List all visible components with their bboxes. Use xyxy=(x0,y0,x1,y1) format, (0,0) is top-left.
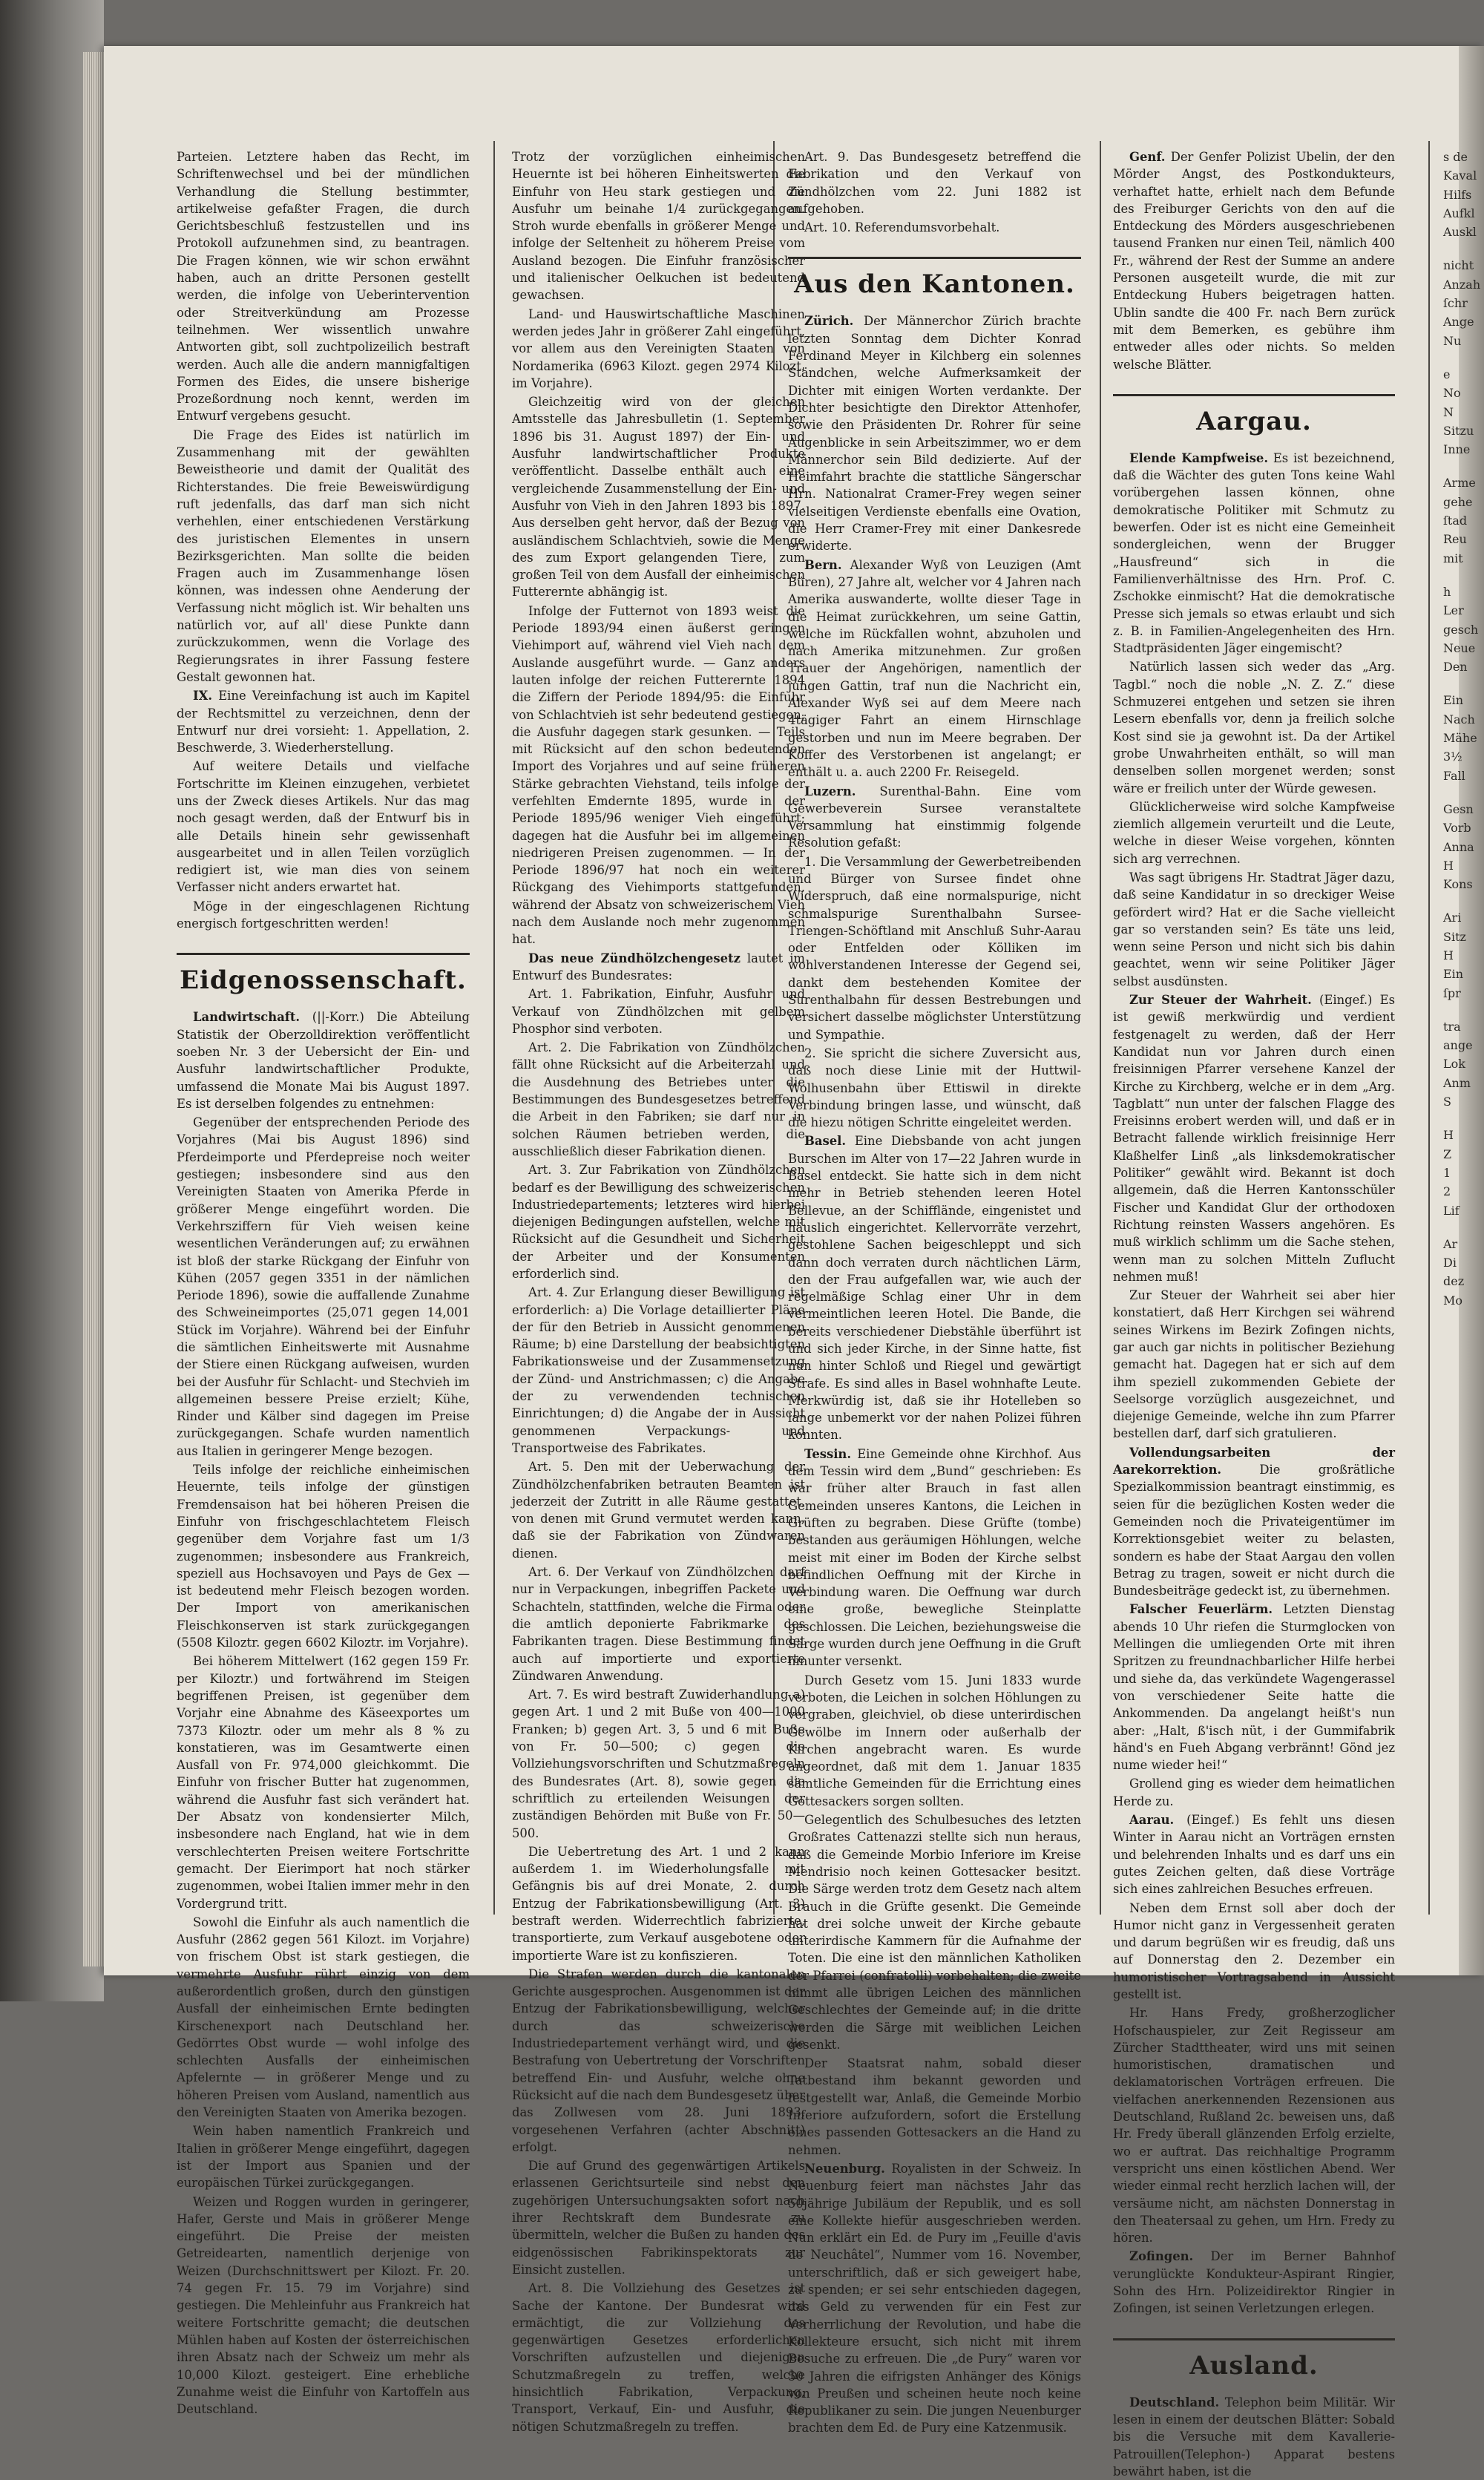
cutoff-text-fragment: ſtad xyxy=(1443,514,1468,528)
column-5-cutoff xyxy=(1443,148,1480,1929)
article-paragraph xyxy=(512,950,805,985)
article-paragraph: Grollend ging es wieder dem heimatlichen Herde zu. xyxy=(1113,1777,1395,1808)
cutoff-text-fragment: ſpr xyxy=(1443,985,1461,1000)
article-paragraph xyxy=(788,1446,1081,1670)
cutoff-text-fragment: Sitzu xyxy=(1443,423,1474,438)
cutoff-text-fragment: 3½ xyxy=(1443,749,1462,764)
article-paragraph: Natürlich lassen sich weder das „Arg. Tagbl.“ noch die noble „N. Z. Z.“ diese Schmuzerei entgehen und setzen sie ihren Lesern ebenfalls vor, denn ja freilich solche Kost sind sie ja gewohnt ist. Da der Artikel grobe Unwahrheiten enthält, so will man denselben sollen morgenet werden; sonst wäre er freilich unter der Würde gewesen. xyxy=(1113,660,1395,795)
article-paragraph: Teils infolge der reichliche einheimischen Heuernte, teils infolge der günstigen Fremdensaison hat bei höheren Preisen die Einfuhr von frischgeschlachtetem Fleisch gegenüber dem Vorjahre fast um 1/3 zugenommen; insbesondere aus Frankreich, speziell aus Hochsavoyen und Pays de Gex — ist bedeutend mehr Fleisch bezogen worden. Der Import von amerikanischen Fleischkonserven ist stark zurückgegangen (5508 Kiloztr. gegen 6602 Kiloztr. im Vorjahre). xyxy=(177,1463,470,1650)
cutoff-text-fragment: Kaval xyxy=(1443,168,1477,183)
article-paragraph: Möge in der eingeschlagenen Richtung energisch fortgeschritten werden! xyxy=(177,899,470,931)
paragraph-lead: Zur Steuer der Wahrheit. xyxy=(1129,993,1312,1008)
column-rule xyxy=(1100,141,1101,1915)
article-paragraph: Hr. Hans Fredy, großherzoglicher Hofschauspieler, zur Zeit Regisseur am Zürcher Stadttheater, wird uns mit seinen humoristischen, dramatischen und deklamatorischen Vorträgen erfreuen. Die vielfachen anerkennenden Rezensionen aus Deutschland, Rußland 2c. beweisen uns, daß Hr. Fredy überall glänzenden Erfolg erzielte, wo er auftrat. Das reichhaltige Programm verspricht uns einen köstlichen Abend. Wer wieder einmal recht herzlich lachen will, der versäume nicht, am nächsten Donnerstag in den Theatersaal zu gehen, um Hrn. Fredy zu hören. xyxy=(1113,2006,1395,2246)
section-heading: Ausland. xyxy=(1113,2338,1395,2381)
column-1 xyxy=(177,148,470,2417)
paragraph-lead: Vollendungsarbeiten der Aarekorrektion. xyxy=(1113,1445,1395,1477)
paragraph-text: Eine Vereinfachung ist auch im Kapitel der Rechtsmittel zu verzeichnen, denn der Entwurf nur drei vorsieht: 1. Appellation, 2. Beschwerde, 3. Wiederherstellung. xyxy=(177,689,470,755)
cutoff-text-fragment: H xyxy=(1443,948,1454,962)
article-paragraph: Die Frage des Eides ist natürlich im Zusammenhang mit der gewählten Beweistheorie und damit der Qualität des Richterstandes. Die freie Beweiswürdigung ruft jedenfalls, das darf man sich nicht verhehlen, einer entschiedenen Verstärkung des juristischen Elementes in unsern Bezirksgerichten. Man sollte die beiden Fragen auch im Zusammenhange lösen können, was indessen ohne Aenderung der Verfassung nicht möglich ist. Wir behalten uns natürlich vor, auf all' diese Punkte dann zurückzukommen, wenn die Vorlage des Regierungsrates in ihrer Fassung festere Gestalt gewonnen hat. xyxy=(177,427,470,684)
article-paragraph xyxy=(177,687,470,756)
cutoff-text-fragment: Mo xyxy=(1443,1293,1463,1308)
article-paragraph: Art. 1. Fabrikation, Einfuhr, Ausfuhr und Verkauf von Zündhölzchen mit gelbem Phosphor sind verboten. xyxy=(512,987,805,1036)
cutoff-text-fragment: Di xyxy=(1443,1256,1457,1270)
article-paragraph: Wein haben namentlich Frankreich und Italien in größerer Menge eingeführt, dagegen ist der Import aus Spanien und der europäischen Türkei zurückgegangen. xyxy=(177,2124,470,2191)
article-paragraph: Auf weitere Details und vielfache Fortschritte im Kleinen einzugehen, verbietet uns der Zweck dieses Artikels. Nur das mag noch gesagt werden, daß der Entwurf bis in alle Details hinein sehr gewissenhaft ausgearbeitet und in allen Teilen vorzüglich redigiert ist, wie man dies von seinem Verfasser nicht anders erwartet hat. xyxy=(177,759,470,895)
paragraph-lead: Zofingen. xyxy=(1129,2249,1194,2264)
article-paragraph xyxy=(788,1132,1081,1443)
cutoff-text-fragment: Kons xyxy=(1443,877,1473,892)
column-rule xyxy=(493,141,495,1915)
paragraph-text: lautet im Entwurf des Bundesrates: xyxy=(512,951,805,983)
article-paragraph xyxy=(177,1008,470,1112)
article-paragraph: Art. 3. Zur Fabrikation von Zündhölzchen bedarf es der Bewilligung des schweizerischen Industriedepartements; letzteres wird hierbei diejenigen Bedingungen aufstellen, welche mit Rücksicht auf die Gesundheit und Sicherheit der Arbeiter und der Konsumenten erforderlich sind. xyxy=(512,1163,805,1281)
article-paragraph: Gleichzeitig wird von der gleichen Amtsstelle das Jahresbulletin (1. September 1896 bis 31. August 1897) der Ein- und Ausfuhr landwirtschaftlicher Produkte veröffentlicht. Dasselbe enthält auch eine vergleichende Zusammenstellung der Ein- und Ausfuhr von Vieh in den Jahren 1893 bis 1897. Aus derselben geht hervor, daß der Bezug von ausländischem Schlachtvieh, sowie die Menge des zum Export gelangenden Tiere, zum großen Teil von dem Ausfall der einheimischen Futterernte abhängig ist. xyxy=(512,395,805,600)
article-paragraph: Art. 10. Referendumsvorbehalt. xyxy=(804,220,1000,235)
article-paragraph: Glücklicherweise wird solche Kampfweise ziemlich allgemein verurteilt und die Leute, welche in dieser Weise vorgehen, könnten sich arg verrechnen. xyxy=(1113,799,1395,866)
cutoff-text-fragment: Ar xyxy=(1443,1236,1458,1251)
article-paragraph xyxy=(1113,1444,1395,1600)
cutoff-text-fragment: Aufkl xyxy=(1443,206,1475,220)
section-heading: Aargau. xyxy=(1113,394,1395,436)
article-paragraph: Infolge der Futternot von 1893 weist die Periode 1893/94 einen äußerst geringen Viehimport auf, während viel Vieh nach dem Auslande ausgeführt wurde. — Ganz anders lauten infolge der reichen Futterernte 1894 die Ziffern der Periode 1894/95: die Einfuhr von Schlachtvieh ist sehr bedeutend gestiegen, die Ausfuhr dagegen stark gesunken. — Teils mit Rücksicht auf den schon bedeutenden Import des Vorjahres und auf seine früheren Stärke gebrachten Viehstand, teils infolge der verfehlten Emdernte 1895, wurde in der Periode 1895/96 weniger Vieh eingeführt; dagegen hat die Ausfuhr bei im allgemeinen niedrigeren Preisen zugenommen. — In der Periode 1896/97 hat noch ein weiterer Rückgang des Viehimports stattgefunden, während der Absatz von schweizerischem Vieh nach dem Auslande noch mehr zugenommen hat. xyxy=(512,603,805,947)
cutoff-text-fragment: dez xyxy=(1443,1274,1465,1289)
cutoff-text-fragment: nicht xyxy=(1443,258,1474,273)
cutoff-text-fragment: h xyxy=(1443,584,1451,599)
paragraph-lead: IX. xyxy=(193,689,213,703)
cutoff-text-fragment: Nu xyxy=(1443,333,1462,348)
article-paragraph: 2. Sie spricht die sichere Zuversicht aus, daß noch diese Linie mit der Huttwil-Wolhusenbahn über Ettiswil in direkte Verbindung bringen lasse, und wünscht, daß die hiezu nötigen Schritte eingeleitet werden. xyxy=(788,1046,1081,1130)
paragraph-lead: Falscher Feuerlärm. xyxy=(1129,1602,1273,1617)
paragraph-lead: Neuenburg. xyxy=(804,2161,885,2176)
paragraph-text: Alexander Wyß von Leuzigen (Amt Büren), 27 Jahre alt, welcher vor 4 Jahren nach Amerika auswanderte, wollte dieser Tage in die Heimat zurückkehren, um seine Gattin, welche im Rückfallen wohnt, abzuholen und nach Amerika mitzunehmen. Zur großen Trauer der Angehörigen, namentlich der jungen Gattin, traf nun die Nachricht ein, Alexander Wyß sei auf dem Meere nach 4tägiger Fahrt an einem Hirnschlage gestorben und nun im Meere begraben. Der Koffer des Verstorbenen ist angelangt; er enthält u. a. auch 2200 Fr. Reisegeld. xyxy=(788,557,1081,780)
cutoff-text-fragment: Fall xyxy=(1443,768,1465,783)
cutoff-text-fragment: Vorb xyxy=(1443,821,1471,836)
article-paragraph xyxy=(1113,2394,1395,2480)
article-paragraph: Der Staatsrat nahm, sobald dieser Tatbestand ihm bekannt geworden und festgestellt war, Anlaß, die Gemeinde Morbio Inferiore aufzufordern, sofort die Erstellung eines passenden Gottesackers an die Hand zu nehmen. xyxy=(788,2056,1081,2157)
article-paragraph xyxy=(788,783,1081,852)
article-paragraph: Durch Gesetz vom 15. Juni 1833 wurde verboten, die Leichen in solchen Höhlungen zu vergraben, gleichviel, ob diese unterirdischen Gewölbe im Innern oder außerhalb der Kirchen angebracht waren. Es wurde angeordnet, daß mit dem 1. Januar 1835 sämtliche Gemeinden für die Errichtung eines Gottesackers sorgen sollten. xyxy=(788,1673,1081,1808)
article-paragraph: Was sagt übrigens Hr. Stadtrat Jäger dazu, daß seine Kandidatur in so dreckiger Weise gefördert wird? Hat er die Sache vielleicht gar so verstanden sein? Es täte uns leid, wenn seine Person und nicht sich bis dahin geachtet, wenn wir seine Politiker Jäger selbst ausdünsten. xyxy=(1113,870,1395,988)
cutoff-text-fragment: ange xyxy=(1443,1038,1473,1053)
article-paragraph: Art. 8. Die Vollziehung des Gesetzes ist Sache der Kantone. Der Bundesrat wird ermächtigt, die zur Vollziehung des gegenwärtigen Gesetzes erforderlichen Vorschriften aufzustellen und diejenigen Schutzmaßregeln zu treffen, welche hinsichtlich Fabrikation, Verpackung, Transport, Verkauf, Ein- und Ausfuhr, die nötigen Schutzmaßregeln zu treffen. xyxy=(512,2281,805,2434)
section-heading: Aus den Kantonen. xyxy=(788,257,1081,299)
cutoff-text-fragment: 2 xyxy=(1443,1184,1451,1199)
article-paragraph: Sowohl die Einfuhr als auch namentlich die Ausfuhr (2862 gegen 561 Kilozt. im Vorjahre) von frischem Obst ist stark gestiegen, die vermehrte Ausfuhr rührt einzig von dem außerordentlich großen, durch den günstigen Ausfall der einheimischen Ernte bedingten Kirschenexport nach Deutschland her. Gedörrtes Obst wurde — wohl infolge des schlechten Ausfalls der einheimischen Apfelernte — in größerer Menge und zu höheren Preisen vom Ausland, namentlich aus den Vereinigten Staaten von Amerika bezogen. xyxy=(177,1915,470,2120)
cutoff-text-fragment: Lif xyxy=(1443,1203,1460,1218)
paragraph-lead: Genf. xyxy=(1129,150,1166,164)
article-paragraph: Neben dem Ernst soll aber doch der Humor nicht ganz in Vergessenheit geraten und darum begrüßen wir es freudig, daß uns auf Donnerstag den 2. Dezember ein humoristischer Vortragsabend in Aussicht gestellt ist. xyxy=(1113,1900,1395,2001)
article-paragraph: Zur Steuer der Wahrheit sei aber hier konstatiert, daß Herr Kirchgen sei während seines Wirkens im Bezirk Zofingen nichts, gar auch gar nichts in politischer Beziehung gemacht hat. Dagegen hat er sich auf dem ihm speziell zukommenden Gebiete der Seelsorge vorzüglich ausgezeichnet, und diejenige Gemeinde, welche ihn zum Pfarrer bestellen darf, darf sich gratulieren. xyxy=(1113,1288,1395,1441)
page-edges xyxy=(83,52,105,1966)
paragraph-text: Royalisten in der Schweiz. In Neuenburg feiert man nächstes Jahr das 50jährige Jubiläum der Republik, und es soll eine Kollekte hiefür ausgeschrieben werden. Nun erklärt ein Ed. de Pury im „Feuille d'avis de Neuchâtel“, Nummer vom 16. November, unterschriftlich, daß er sich geweigert habe, zu spenden; er sei sehr entschieden dagegen, das Geld zu verwenden für ein Fest zur Verherrlichung der Revolution, und habe die Kollekteure ersucht, sich nicht mit ihrem Besuche zu erfreuen. Die „de Pury“ waren vor 50 Jahren die eifrigsten Anhänger des Königs von Preußen und scheinen heute noch keine Republikaner zu sein. Die jungen Neuenburger brachten dem Ed. de Pury eine Katzenmusik. xyxy=(788,2161,1081,2435)
article-paragraph: 1. Die Versammlung der Gewerbetreibenden und Bürger von Sursee findet ohne Widerspruch, daß eine normalspurige, nicht schmalspurige Surenthalbahn Sursee-Triengen-Schöftland mit Anschluß Suhr-Aarau oder Entfelden oder Kölliken im wohlverstandenen Interesse der Gegend sei, dankt dem bestehenden Komitee der Surenthalbahn für dessen Bestrebungen und versichert dasselbe möglichster Unterstützung und Sympathie. xyxy=(788,854,1081,1042)
article-paragraph xyxy=(1113,450,1395,657)
cutoff-text-fragment: Inne xyxy=(1443,442,1471,457)
paragraph-text: Eine Gemeinde ohne Kirchhof. Aus dem Tessin wird dem „Bund“ geschrieben: Es war früher alter Brauch in fast allen Gemeinden unseres Kantons, die Leichen in Grüften zu begraben. Diese Grüfte (tombe) bestanden aus geräumigen Höhlungen, welche meist mit einer im Boden der Kirche selbst befindlichen Oeffnung mit der Kirche in Verbindung waren. Die Oeffnung war durch eine große, bewegliche Steinplatte geschlossen. Die Leichen, beziehungsweise die Särge wurden durch jene Oeffnung in die Gruft hinunter versenkt. xyxy=(788,1446,1081,1669)
article-paragraph: Die auf Grund des gegenwärtigen Artikels erlassenen Gerichtsurteile sind nebst den zugehörigen Untersuchungsakten sofort nach ihrer Rechtskraft dem Bundesrate zu übermitteln, welcher die Bußen zu handen des eidgenössischen Fabrikinspektorats zur Einsicht zustellen. xyxy=(512,2159,805,2277)
cutoff-text-fragment: Lok xyxy=(1443,1057,1465,1072)
article-paragraph xyxy=(1113,991,1395,1285)
paragraph-lead: Landwirtschaft. xyxy=(193,1010,301,1025)
article-paragraph: Gegenüber der entsprechenden Periode des Vorjahres (Mai bis August 1896) sind Pferdeimporte und Pferdepreise noch weiter gestiegen; insbesondere sind aus den Vereinigten Staaten von Amerika Pferde in größerer Menge eingeführt worden. Die Verkehrsziffern für Vieh weisen keine wesentlichen Veränderungen auf; zu erwähnen ist bloß der starke Rückgang der Einfuhr von Kühen (2057 gegen 3351 in der nämlichen Periode 1896), sowie die auffallende Zunahme des Schweineimportes (25,071 gegen 14,001 Stück im Vorjahre). Während bei der Einfuhr die sämtlichen Einheitswerte mit Ausnahme der Stiere einen Rückgang aufweisen, wurden bei der Ausfuhr für Schlacht- und Stechvieh im allgemeinen bessere Preise erzielt; Kühe, Rinder und Kälber sind dagegen im Preise zurückgegangen. Schafe wurden namentlich aus Italien in geringerer Menge bezogen. xyxy=(177,1115,470,1458)
article-paragraph: Art. 5. Den mit der Ueberwachung der Zündhölzchenfabriken betrauten Beamten ist jederzeit der Zutritt in alle Räume gestattet, von denen mit Grund vermutet werden kann, daß sie der Fabrikation von Zündwaren dienen. xyxy=(512,1460,805,1561)
cutoff-text-fragment: Anna xyxy=(1443,839,1474,854)
article-paragraph: Art. 4. Zur Erlangung dieser Bewilligung ist erforderlich: a) Die Vorlage detaillierter Pläne der für den Betrieb in Aussicht genommenen Räume; b) eine Darstellung der beabsichtigten Fabrikationsweise und der Zusammensetzung der Zünd- und Anstrichmassen; c) die Angabe der zu verwendenden technischen Einrichtungen; d) die Angabe der in Aussicht genommenen Verpackungs- und Transportweise des Fabrikates. xyxy=(512,1285,805,1455)
paragraph-text: Der im Berner Bahnhof verunglückte Kondukteur-Aspirant Ringier, Sohn des Hrn. Polizeidirektor Ringier in Zofingen, ist seinen Verletzungen erlegen. xyxy=(1113,2249,1395,2316)
column-2 xyxy=(512,148,805,2434)
article-paragraph: Gelegentlich des Schulbesuches des letzten Großrates Cattenazzi stellte sich nun heraus, daß die Gemeinde Morbio Inferiore im Kreise Mendrisio noch keinen Gottesacker besitzt. Die Särge werden trotz dem Gesetz nach altem Brauch in die Grüfte gesenkt. Die Gemeinde hat drei solche unweit der Kirche gebaute unterirdische Kammern für die Aufnahme der Toten. Die eine ist den männlichen Katholiken der Pfarrei (confratolli) vorbehalten; die zweite nimmt alle übrigen Leichen des männlichen Geschlechtes der Gemeinde auf; in die dritte werden die Särge mit weiblichen Leichen gesenkt. xyxy=(788,1813,1081,2052)
paragraph-text: Letzten Dienstag abends 10 Uhr riefen die Sturmglocken von Mellingen die umliegenden Orte mit ihren Spritzen zu freundnachbarlicher Hilfe herbei und siehe da, das verkündete Wagengerassel von verschiedener Seite hatte die Ankommenden. Da angelangt heißt's nun aber: „Halt, ß'isch nüt, i der Gummifabrik händ's en Fueh Abgang verbrännt! Gönd jez nume wieder hei!“ xyxy=(1113,1602,1396,1773)
cutoff-text-fragment: mit xyxy=(1443,551,1463,565)
paragraph-lead: Bern. xyxy=(804,557,842,572)
cutoff-text-fragment: Reu xyxy=(1443,532,1467,547)
cutoff-text-fragment: H xyxy=(1443,858,1454,873)
cutoff-text-fragment: Anzah xyxy=(1443,277,1481,292)
cutoff-text-fragment: Gesn xyxy=(1443,801,1474,816)
cutoff-text-fragment: Ari xyxy=(1443,911,1462,925)
article-paragraph xyxy=(1113,1601,1395,1774)
cutoff-text-fragment: Neue xyxy=(1443,640,1476,655)
paragraph-lead: Zürich. xyxy=(804,314,854,329)
article-paragraph xyxy=(788,2160,1081,2437)
article-paragraph xyxy=(788,312,1081,554)
paragraph-text: Telephon beim Militär. Wir lesen in einem der deutschen Blätter: Sobald bis die Versuche mit dem Kavallerie-Patrouillen(Telephon-) Apparat bestens bewährt haben, ist die xyxy=(1113,2395,1395,2479)
paragraph-lead: Elende Kampfweise. xyxy=(1129,450,1269,465)
article-paragraph: Trotz der vorzüglichen einheimischen Heuernte ist bei höheren Einheitswerten die Einfuhr von Heu stark gestiegen und die Ausfuhr um beinahe 1/4 zurückgegangen. Stroh wurde ebenfalls in größerer Menge und infolge der Seltenheit zu höherem Preise vom Ausland bezogen. Die Einfuhr französischer und italienischer Oelkuchen ist bedeutend gewachsen. xyxy=(512,150,805,303)
cutoff-text-fragment: Arme xyxy=(1443,476,1476,491)
cutoff-text-fragment: 1 xyxy=(1443,1165,1451,1180)
cutoff-text-fragment: No xyxy=(1443,386,1461,401)
cutoff-text-fragment: Auskl xyxy=(1443,225,1477,240)
column-3 xyxy=(788,148,1081,2435)
paragraph-lead: Deutschland. xyxy=(1129,2395,1220,2410)
paragraph-lead: Tessin. xyxy=(804,1446,852,1461)
article-paragraph xyxy=(1113,2248,1395,2317)
cutoff-text-fragment: Ein xyxy=(1443,693,1464,708)
cutoff-text-fragment: H xyxy=(1443,1128,1454,1143)
cutoff-text-fragment: s de xyxy=(1443,150,1468,164)
cutoff-text-fragment: N xyxy=(1443,404,1454,419)
article-paragraph xyxy=(1113,1811,1395,1897)
paragraph-text: (Eingef.) Es fehlt uns diesen Winter in Aarau nicht an Vorträgen ernsten und belehrenden Inhalts und es darf uns ein gutes Zeichen gelten, daß diese Vorträge sich eines zahlreichen Besuches erfreuen. xyxy=(1113,1813,1395,1897)
cutoff-text-fragment: Z xyxy=(1443,1146,1452,1161)
cutoff-text-fragment: Ange xyxy=(1443,315,1474,329)
article-paragraph xyxy=(788,557,1081,781)
cutoff-text-fragment: Mähe xyxy=(1443,731,1477,746)
paragraph-text: (Eingef.) Es ist gewiß merkwürdig und verdient festgenagelt zu werden, daß der Herr Kandidat nun vor Jahren durch einen freisinnigen Pfarrer versehene Kanzel der Kirche zu Kirchberg, welche er in dem „Arg. Tagblatt“ nun unter der falschen Flagge des Freisinns erobert werden will, und daß er in Betracht fallende wirklich freisinnige Herr Klaßhelfer Linß „als linksdemokratischer Politiker“ gewählt wird. Bekannt ist doch allgemein, daß die Herren Kantonsschüler Fischer und Kandidat Glur der orthodoxen Richtung reinsten Wassers angehören. Es muß wirklich schlimm um die Sache stehen, wenn man zu solchen Mitteln Zuflucht nehmen muß! xyxy=(1113,993,1395,1284)
column-rule xyxy=(1428,141,1430,1915)
article-paragraph: Land- und Hauswirtschaftliche Maschinen werden jedes Jahr in größerer Zahl eingeführt, vor allem aus den Vereinigten Staaten von Nordamerika (6963 Kilozt. gegen 2974 Kilozt. im Vorjahre). xyxy=(512,306,805,390)
paragraph-lead: Das neue Zündhölzchengesetz xyxy=(528,951,741,965)
cutoff-text-fragment: tra xyxy=(1443,1019,1461,1034)
cutoff-text-fragment: Den xyxy=(1443,660,1468,675)
paragraph-text: Eine Diebsbande von acht jungen Burschen im Alter von 17—22 Jahren wurde in Basel entdeckt. Sie hatte sich in dem nicht mehr in Betrieb stehenden leeren Hotel Bellevue, an der Schifflände, eingenistet und häuslich eingerichtet. Kellervorräte verzehrt, gestohlene Sachen beigeschleppt und sich dann doch verraten durch nächtlichen Lärm, den der Frau aufgefallen war, wie auch der regelmäßige Schlag einer Uhr in dem vermeintlichen leeren Hotel. Die Bande, die bereits verschiedener Diebstähle überführt ist und sich jeder Kirche, in der Sinne hatte, fist nun hinter Schloß und Riegel und gewärtigt Strafe. Es sind alles in Basel wohnhafte Leute. Merkwürdig ist, daß sie ihr Hotelleben so lange unbemerkt vor der nahen Polizei führen konnten. xyxy=(788,1134,1081,1443)
paragraph-text: Es ist bezeichnend, daß die Wächter des guten Tons keine Wahl vorübergehen lassen können, ohne demokratische Politiker mit Schmutz zu bewerfen. Oder ist es nicht eine Gemeinheit sondergleichen, wenn der Brugger „Hausfreund“ sich in die Familienverhältnisse des Hrn. Prof. C. Zschokke einmischt? Hat die demokratische Presse sich jemals so etwas erlaubt und sich z. B. in Familien-Angelegenheiten des Hrn. Stadtpräsidenten Jäger eingemischt? xyxy=(1113,450,1395,656)
article-paragraph: Die Uebertretung des Art. 1 und 2 kann außerdem 1. im Wiederholungsfalle mit Gefängnis bis auf drei Monate, 2. durch Entzug der Fabrikationsbewilligung (Art. 3) bestraft werden. Widerrechtlich fabrizierte, transportierte, zum Verkauf ausgebotene oder importierte Ware ist zu konfiszieren. xyxy=(512,1844,805,1963)
article-paragraph: Art. 6. Der Verkauf von Zündhölzchen darf nur in Verpackungen, inbegriffen Packete und Schachteln, stattfinden, welche die Firma oder die amtlich deponierte Fabrikmarke des Fabrikanten tragen. Diese Bestimmung findet auch auf importierte und exportierte Zündwaren Anwendung. xyxy=(512,1565,805,1683)
column-4 xyxy=(1113,148,1396,2479)
paragraph-text: Surenthal-Bahn. Eine vom Gewerbeverein Sursee veranstaltete Versammlung hat einstimmig folgende Resolution gefaßt: xyxy=(788,784,1081,850)
section-heading: Eidgenossenschaft. xyxy=(177,953,470,995)
cutoff-text-fragment: ſchr xyxy=(1443,296,1468,311)
cutoff-text-fragment: Nach xyxy=(1443,712,1475,726)
paragraph-lead: Basel. xyxy=(804,1134,847,1149)
paragraph-text: Der Genfer Polizist Ubelin, der den Mörder Angst, des Postkondukteurs, verhaftet hatte, erhielt nach dem Befunde des Freiburger Gerichts von den auf die Entdeckung des Mörders ausgeschriebenen tausend Franken nur einen Teil, nämlich 400 Fr., während der Rest der Summe an andere Personen ausgeteilt wurde, die mit zur Entdeckung Hubers beigetragen hatten. Ublin sandte die 400 Fr. nach Bern zurück mit dem Bemerken, es gebühre ihm entweder alles oder nichts. So melden welsche Blätter. xyxy=(1113,150,1395,372)
cutoff-text-fragment: Ler xyxy=(1443,603,1464,618)
cutoff-text-fragment: Ein xyxy=(1443,967,1464,982)
cutoff-text-fragment: gehe xyxy=(1443,494,1473,509)
paragraph-text: Der Männerchor Zürich brachte letzten Sonntag dem Dichter Konrad Ferdinand Meyer in Kilchberg ein solennes Ständchen, welche Aufmerksamkeit der Dichter mit einigen Worten verdankte. Der Dichter besichtigte den Direktor Attenhofer, sowie den Präsidenten Dr. Rohrer für seine Augenblicke in sein Arbeitszimmer, wo er dem Männerchor sein Bild dedizierte. Auf der Heimfahrt brachte die stattliche Sängerschar Hrn. Nationalrat Cramer-Frey wegen seiner vielseitigen Verdienste ebenfalls eine Ovation, die Herr Cramer-Frey mit einer Dankesrede erwiderte. xyxy=(788,314,1081,554)
paragraph-lead: Aarau. xyxy=(1129,1813,1175,1828)
cutoff-text-fragment: Hilfs xyxy=(1443,187,1472,202)
paragraph-text: Die großrätliche Spezialkommission beantragt einstimmig, es seien für die bezüglichen Kosten weder die Gemeinden noch die Privateigentümer im Korrektionsgebiet weiter zu belasten, sondern es habe der Staat Aargau den vollen Betrag zu tragen, soweit er nicht durch die Bundesbeiträge gedeckt ist, zu übernehmen. xyxy=(1113,1463,1395,1598)
cutoff-text-fragment: Sitz xyxy=(1443,929,1466,944)
article-paragraph: Bei höherem Mittelwert (162 gegen 159 Fr. per Kiloztr.) und fortwährend im Steigen begriffenen Preisen, ist gegenüber dem Vorjahr eine Abnahme des Käseexportes um 7373 Kiloztr. oder um mehr als 8 % zu konstatieren, was im Gesamtwerte einen Ausfall von Fr. 974,000 gleichkommt. Die Einfuhr von frischer Butter hat zugenommen, während die Ausfuhr fast sich verändert hat. Der Absatz von kondensierter Milch, insbesondere nach England, hat wie in dem verschlechterten Preisen weitere Fortschritte gemacht. Der Eierimport hat noch stärker zugenommen, wobei Italien immer mehr in den Vordergrund tritt. xyxy=(177,1654,470,1911)
cutoff-text-fragment: gesch xyxy=(1443,622,1479,637)
cutoff-text-fragment: S xyxy=(1443,1095,1451,1109)
article-paragraph: Weizen und Roggen wurden in geringerer, Hafer, Gerste und Mais in größerer Menge eingeführt. Die Preise der meisten Getreidearten, namentlich derjenige von Weizen (Durchschnittswert per Kilozt. Fr. 20. 74 gegen Fr. 15. 79 im Vorjahre) sind gestiegen. Die Mehleinfuhr aus Frankreich hat weitere Fortschritte gemacht; die deutschen Mühlen haben auf Kosten der österreichischen ihren Absatz nach der Schweiz um mehr als 10,000 Kilozt. gesteigert. Eine erhebliche Zunahme weist die Einfuhr von Kartoffeln aus Deutschland. xyxy=(177,2194,470,2417)
cutoff-text-fragment: e xyxy=(1443,367,1451,381)
article-paragraph xyxy=(1113,148,1395,373)
cutoff-text-fragment: Anm xyxy=(1443,1075,1471,1090)
article-paragraph: Parteien. Letztere haben das Recht, im Schriftenwechsel und bei der mündlichen Verhandlung die Stellung bestimmter, artikelweise gefaßter Fragen, die durch Gerichtsbeschluß festzustellen und ins Protokoll aufzunehmen sind, zu beantragen. Die Fragen können, wie wir schon erwähnt haben, auch an dritte Personen gestellt werden, die infolge von Ueberintervention oder Streitverkündung am Prozesse teilnehmen. Wer wissentlich unwahre Antworten gibt, soll zuchtpolizeilich bestraft werden. Auch alle die andern mannigfaltigen Formen des Eides, die unsere bisherige Prozeßordnung noch kennt, werden im Entwurf vergebens gesucht. xyxy=(177,150,470,424)
article-paragraph: Art. 9. Das Bundesgesetz betreffend die Fabrikation und den Verkauf von Zündhölzchen vom 22. Juni 1882 ist aufgehoben. xyxy=(788,150,1081,216)
paragraph-lead: Luzern. xyxy=(804,784,856,798)
article-paragraph: Art. 7. Es wird bestraft Zuwiderhandlung a) gegen Art. 1 und 2 mit Buße von 400—1000 Franken; b) gegen Art. 3, 5 und 6 mit Buße von Fr. 50—500; c) gegen die Vollziehungsvorschriften und Schutzmaßregeln des Bundesrates (Art. 8), sowie gegen die schriftlich zu erteilenden Weisungen der zuständigen Behörden mit Buße von Fr. 50—500. xyxy=(512,1687,805,1840)
paragraph-text: (||-Korr.) Die Abteilung Statistik der Oberzolldirektion veröffentlicht soeben Nr. 3 der Uebersicht der Ein- und Ausfuhr landwirtschaftlicher Produkte, umfassend die Monate Mai bis August 1897. Es ist derselben folgendes zu entnehmen: xyxy=(177,1010,470,1111)
article-paragraph: Art. 2. Die Fabrikation von Zündhölzchen fällt ohne Rücksicht auf die Arbeiterzahl und die Ausdehnung des Betriebes unter die Bestimmungen des Bundesgesetzes betreffend die Arbeit in den Fabriken; sie darf nur in solchen Räumen betrieben werden, die ausschließlich dieser Fabrikation dienen. xyxy=(512,1040,805,1158)
article-paragraph: Die Strafen werden durch die kantonalen Gerichte ausgesprochen. Ausgenommen ist der Entzug der Fabrikationsbewilligung, welcher durch das schweizerische Industriedepartement verhängt wird, und die Bestrafung von Uebertretung der Vorschriften betreffend Ein- und Ausfuhr, welche ohne Rücksicht auf die nach dem Bundesgesetz über das Zollwesen vom 28. Juni 1893, vorgesehenen Verfahren (achter Abschnitt) erfolgt. xyxy=(512,1966,805,2154)
